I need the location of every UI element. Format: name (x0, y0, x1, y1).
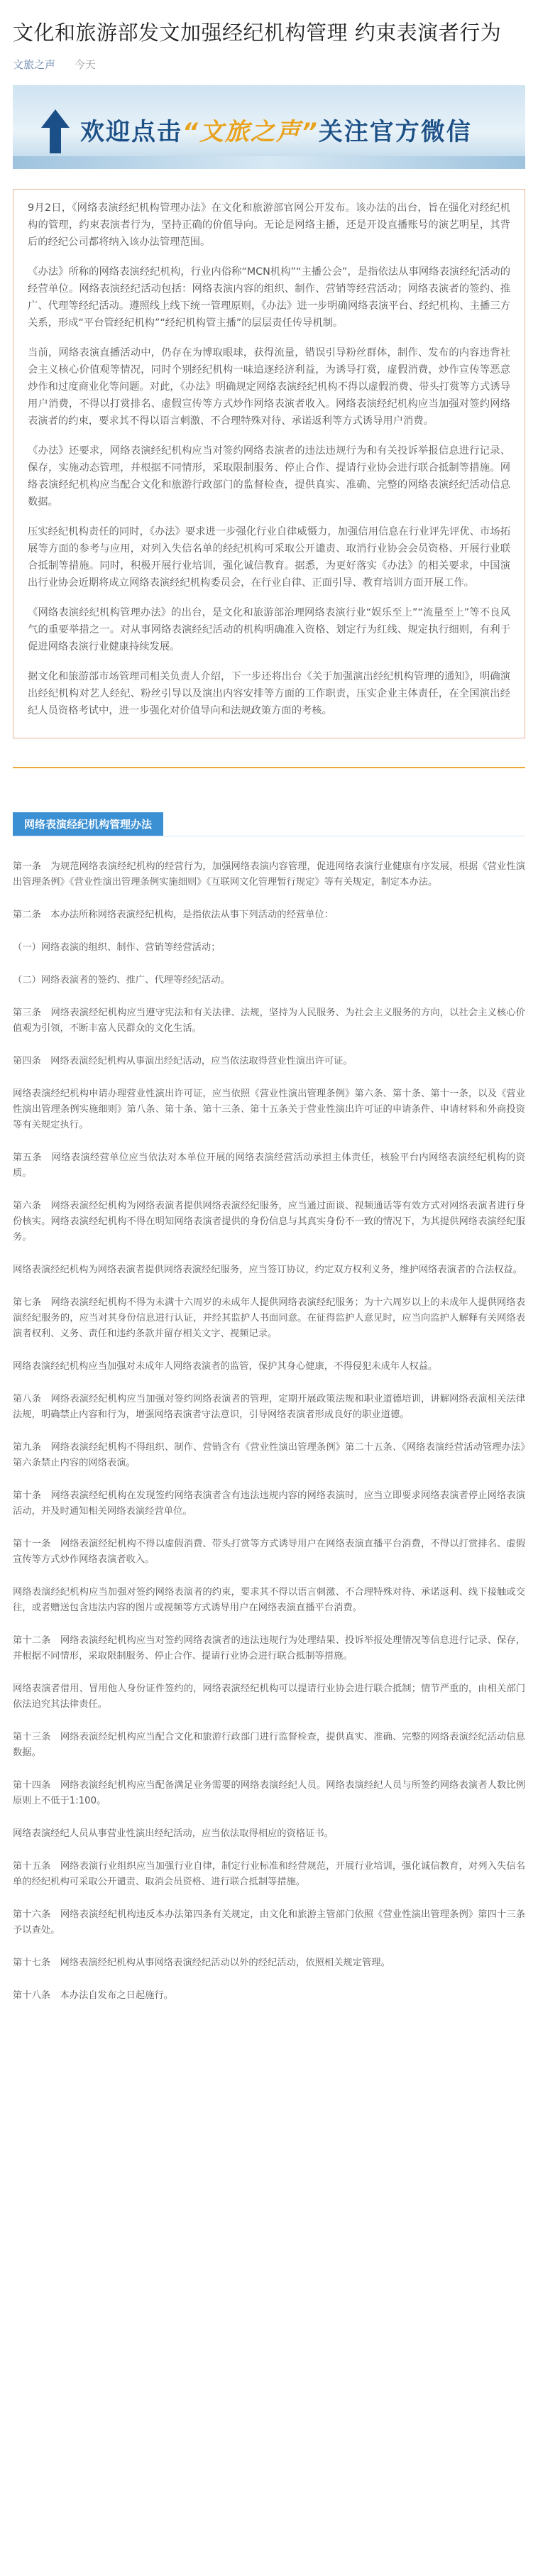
regulation-article: 第十五条 网络表演行业组织应当加强行业自律，制定行业标准和经营规范，开展行业培训，强化诚信教育，对列入失信名单的经纪机构可采取公开谴责、取消会员资格、进行联合抵制等措施。 (13, 1861, 525, 1887)
intro-paragraph: 《网络表演经纪机构管理办法》的出台，是文化和旅游部治理网络表演行业“娱乐至上”“流量至上”等不良风气的重要举措之一。对从事网络表演经纪活动的机构明确准入资格、划定行为红线、规定执行细则，有利于促进网络表演行业健康持续发展。 (28, 607, 510, 653)
intro-paragraph: 《办法》还要求，网络表演经纪机构应当对签约网络表演者的违法违规行为和有关投诉举报信息进行记录、保存，实施动态管理，并根据不同情形，采取限制服务、停止合作、提请行业协会进行联合抵制等措施。网络表演经纪机构应当配合文化和旅游行政部门的监督检查，提供真实、准确、完整的网络表演经纪活动信息数据。 (28, 445, 510, 508)
regulation-article: 第十条 网络表演经纪机构在发现签约网络表演者含有违法违规内容的网络表演时，应当立即要求网络表演者停止网络表演活动，并及时通知相关网络表演经营单位。 (13, 1490, 525, 1517)
intro-box (13, 189, 525, 738)
account-name-link[interactable]: 文旅之声 (13, 58, 56, 71)
regulation-article: 网络表演经纪机构应当加强对未成年人网络表演者的监管，保护其身心健康，不得侵犯未成年人权益。 (13, 1361, 438, 1372)
regulation-article: 第五条 网络表演经营单位应当依法对本单位开展的网络表演经营活动承担主体责任，核验平台内网络表演经纪机构的资质。 (13, 1152, 525, 1179)
banner-text (80, 112, 472, 147)
regulation-article: 网络表演经纪机构申请办理营业性演出许可证，应当依照《营业性演出管理条例》第六条、第十条、第十一条，以及《营业性演出管理条例实施细则》第八条、第十条、第十三条、第十五条关于营业性演出许可证的申请条件、申请材料和外商投资等有关规定执行。 (13, 1088, 525, 1130)
intro-paragraph: 压实经纪机构责任的同时，《办法》要求进一步强化行业自律威慑力，加强信用信息在行业评先评优、市场拓展等方面的参考与应用，对列入失信名单的经纪机构可采取公开谴责、取消行业协会会员资格、开展行业联合抵制等措施。同时，积极开展行业培训，强化诚信教育。据悉，为更好落实《办法》的相关要求，中国演出行业协会近期将成立网络表演经纪机构委员会，在行业自律、正面引导、教育培训方面开展工作。 (28, 526, 510, 589)
intro-paragraph: 9月2日，《网络表演经纪机构管理办法》在文化和旅游部官网公开发布。该办法的出台，旨在强化对经纪机构的管理，约束表演者行为，坚持正确的价值导向。无论是网络主播，还是开设直播账号的演艺明星，其背后的经纪公司都将纳入该办法管理范围。 (28, 202, 510, 248)
regulation-article: 第三条 网络表演经纪机构应当遵守宪法和有关法律、法规，坚持为人民服务、为社会主义服务的方向，以社会主义核心价值观为引领，不断丰富人民群众的文化生活。 (13, 1008, 525, 1034)
regulation-article: 第十六条 网络表演经纪机构违反本办法第四条有关规定，由文化和旅游主管部门依照《营业性演出管理条例》第四十三条予以查处。 (13, 1909, 525, 1936)
regulation-article: 网络表演经纪机构应当加强对签约网络表演者的约束，要求其不得以语言刺激、不合理特殊对待、承诺返利、线下接触或交往，或者赠送包含违法内容的图片或视频等方式诱导用户在网络表演直播平台消费。 (13, 1587, 525, 1613)
section-heading: 网络表演经纪机构管理办法 (13, 812, 163, 836)
regulation-article: 第七条 网络表演经纪机构不得为未满十六周岁的未成年人提供网络表演经纪服务；为十六周岁以上的未成年人提供网络表演经纪服务的，应当对其身份信息进行认证，并经其监护人书面同意。在征得监护人意见时，应当向监护人解释有关网络表演者权利、义务、责任和违约条款并留存相关文字、视频记录。 (13, 1297, 525, 1339)
regulation-article: 第八条 网络表演经纪机构应当加强对签约网络表演者的管理，定期开展政策法规和职业道德培训，讲解网络表演相关法律法规，明确禁止内容和行为，增强网络表演者守法意识，引导网络表演者形成良好的职业道德。 (13, 1394, 525, 1420)
regulation-article: 第十一条 网络表演经纪机构不得以虚假消费、带头打赏等方式诱导用户在网络表演直播平台消费，不得以打赏排名、虚假宣传等方式炒作网络表演者收入。 (13, 1539, 525, 1565)
regulation-article: 第十三条 网络表演经纪机构应当配合文化和旅游行政部门进行监督检查，提供真实、准确、完整的网络表演经纪活动信息数据。 (13, 1732, 525, 1758)
regulation-article: 第六条 网络表演经纪机构为网络表演者提供网络表演经纪服务，应当通过面谈、视频通话等有效方式对网络表演者进行身份核实。网络表演经纪机构不得在明知网络表演者提供的身份信息与其真实身份不一致的情况下，为其提供网络表演经纪服务。 (13, 1201, 525, 1243)
regulation-article: 网络表演者借用、冒用他人身份证件签约的，网络表演经纪机构可以提请行业协会进行联合抵制；情节严重的，由相关部门依法追究其法律责任。 (13, 1683, 525, 1710)
intro-paragraph: 当前，网络表演直播活动中，仍存在为博取眼球，获得流量，错误引导粉丝群体，制作、发布的内容违背社会主义核心价值观等情况，同时个别经纪机构一味追逐经济利益，为诱导打赏，虚假消费，炒作宣传等恶意炒作和过度商业化等问题。对此，《办法》明确规定网络表演经纪机构不得以虚假消费、带头打赏等方式诱导用户消费，不得以打赏排名、虚假宣传等方式炒作网络表演者收入。网络表演经纪机构应当加强对签约网络表演者的约束，要求其不得以语言刺激、不合理特殊对待、承诺返利等方式诱导用户消费。 (28, 347, 510, 427)
regulation-article: （一）网络表演的组织、制作、营销等经营活动； (13, 942, 221, 953)
regulation-article: 第二条 本办法所称网络表演经纪机构，是指依法从事下列活动的经营单位： (13, 910, 334, 920)
regulation-article: 第九条 网络表演经纪机构不得组织、制作、营销含有《营业性演出管理条例》第二十五条、《网络表演经营活动管理办法》第六条禁止内容的网络表演。 (13, 1442, 525, 1468)
regulation-article: 第一条 为规范网络表演经纪机构的经营行为，加强网络表演内容管理，促进网络表演行业健康有序发展，根据《营业性演出管理条例》《营业性演出管理条例实施细则》《互联网文化管理暂行规定》等有关规定，制定本办法。 (13, 861, 525, 888)
regulation-body (13, 859, 525, 2004)
regulation-article: 第十二条 网络表演经纪机构应当对签约网络表演者的违法违规行为处理结果、投诉举报处理情况等信息进行记录、保存，并根据不同情形，采取限制服务、停止合作、提请行业协会进行联合抵制等措施。 (13, 1635, 525, 1661)
regulation-article: 第十八条 本办法自发布之日起施行。 (13, 1990, 174, 2001)
regulation-article: 第四条 网络表演经纪机构从事演出经纪活动，应当依法取得营业性演出许可证。 (13, 1056, 353, 1066)
banner-stripe (13, 156, 525, 169)
publish-date: 今天 (74, 58, 96, 71)
intro-paragraph: 《办法》所称的网络表演经纪机构，行业内俗称“MCN机构”“主播公会”，是指依法从事网络表演经纪活动的经营单位。网络表演经纪活动包括：网络表演内容的组织、制作、营销等经营活动；网络表演者的签约、推广、代理等经纪活动。遵照线上线下统一管理原则，《办法》进一步明确网络表演平台、经纪机构、主播三方关系，形成“平台管经纪机构”“经纪机构管主播”的层层责任传导机制。 (28, 266, 510, 329)
up-arrow-icon (41, 109, 70, 128)
article-title: 文化和旅游部发文加强经纪机构管理 约束表演者行为 (13, 21, 502, 45)
banner-text-a: 欢迎点击 (80, 118, 182, 146)
regulation-article: （二）网络表演者的签约、推广、代理等经纪活动。 (13, 975, 230, 986)
follow-banner[interactable] (13, 85, 525, 169)
regulation-article: 网络表演经纪机构为网络表演者提供网络表演经纪服务，应当签订协议，约定双方权利义务，维护网络表演者的合法权益。 (13, 1265, 523, 1275)
regulation-article: 第十七条 网络表演经纪机构从事网络表演经纪活动以外的经纪活动，依照相关规定管理。 (13, 1958, 390, 1968)
article-meta (13, 57, 525, 72)
intro-paragraph: 据文化和旅游部市场管理司相关负责人介绍，下一步还将出台《关于加强演出经纪机构管理的通知》，明确演出经纪机构对艺人经纪、粉丝引导以及演出内容安排等方面的工作职责，压实企业主体责任，在全国演出经纪人员资格考试中，进一步强化对价值导向和法规政策方面的考核。 (28, 671, 510, 716)
up-arrow-stem (50, 126, 61, 153)
banner-text-c: 关注官方微信 (318, 118, 472, 146)
section-divider (13, 767, 525, 768)
regulation-article: 网络表演经纪人员从事营业性演出经纪活动，应当依法取得相应的资格证书。 (13, 1828, 334, 1839)
regulation-article: 第十四条 网络表演经纪机构应当配备满足业务需要的网络表演经纪人员。网络表演经纪人员与所签约网络表演者人数比例原则上不低于1:100。 (13, 1780, 525, 1806)
banner-text-b: “文旅之声” (182, 118, 319, 146)
